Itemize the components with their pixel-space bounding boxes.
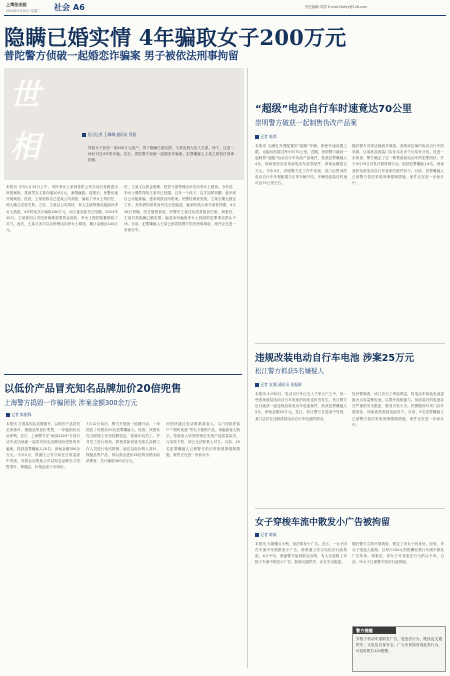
lead-art-block: [4, 68, 244, 180]
snack-column-1: 本报讯 为图赚点小利，违法散发小广告。近日，一女子因在车流中穿梭散发小广告，被黄浦公安分局依法行政拘留。4月中旬，黄浦警方接到群众反映，有人在道路上穿梭于车流中散发小广告，影响交通秩序，存在安全隐患。: [255, 542, 347, 565]
lead-intro: 得知女子获得一笔300万元遗产，男子隐瞒已婚实情，与其发展为恋人关系。终于，这是一场针对近4年的诈骗。近日，普陀警方侦破一起婚恋诈骗案，犯罪嫌疑人王某已被依法刑事拘留。: [88, 146, 234, 163]
police-tip-box: [352, 626, 446, 672]
police-tip-title: 警方提醒: [353, 627, 396, 634]
bike2-byline-text: 记者 宣湘 通讯员 张振辉: [260, 382, 302, 387]
bike1-byline-marker: [255, 135, 259, 139]
snack-byline-marker: [255, 533, 259, 537]
section-title: [54, 2, 85, 13]
ad-subhead: 上海警方捣毁一诈骗团伙 涉案金额300余万元: [4, 399, 138, 407]
bike1-kicker: “超级”电动自行车时速竟达70公里: [255, 104, 413, 115]
bike2-byline-marker: [255, 383, 259, 387]
lead-subhead: 普陀警方侦破一起婚恋诈骗案 男子被依法刑事拘留: [4, 50, 239, 62]
masthead-rule: [4, 15, 446, 16]
lead-column-2: 后，王某又以资金困难、投资亏损等理由多次向李女士借钱。今年初，李女士偶然得知王某早已结婚，且有一个孩子，这才如梦初醒，意识到自己可能被骗，遂来到派出所报案。民警经调查发现，王某长期无固定工作，其所谓的高管身份完全是编造，骗来的钱大部分被其挥霍。4月28日傍晚，经过缜密侦查，民警在王某住处将其抓获归案。到案后，王某对其隐瞒已婚实情、编造身份骗取李女士钱财的犯罪事实供认不讳。目前，犯罪嫌疑人王某已被普陀警方依法刑事拘留，案件正在进一步侦办中。: [124, 185, 236, 233]
editor-line: 责任编辑/ 陈思 E-mail:fzbfyy@126.com: [305, 5, 368, 9]
bike1-byline-text: 记者 陈铭: [260, 134, 277, 139]
ad-byline-marker: [6, 413, 10, 417]
page-number: A6: [73, 3, 85, 12]
bike2-column-2: 经民警调查，该门店为了牟取利益，将电动车原装电池更换为大容量锂电池，以提升续航能力。但改装后的电池存在严重的安全隐患，极易引发火灾。民警随即对该门店开展查处，现场查获改装电池若干。目前，5名犯罪嫌疑人已被警方依法采取刑事强制措施，案件正在进一步侦办中。: [352, 392, 444, 427]
ad-top-rule: [4, 374, 242, 375]
section-name: 社会: [54, 3, 70, 12]
ad-byline-text: 记者 陈振锋: [11, 412, 32, 417]
bike1-column-2: 随后警方对该店铺展开调查，查明该店铺内电动自行车的来源，目前涉及改装门店在本市多个区均有分布。经进一步侦查，警方确定了这一销售改装电动车的犯罪团伙，并于4月25日对其开展收网行动，抓获犯罪嫌疑人4名，现场查获伪改电动自行车及相关配件若干。目前，犯罪嫌疑人已被警方依法采取刑事强制措施，案件正在进一步侦办中。: [352, 144, 444, 185]
column-divider: [247, 68, 248, 668]
ad-kicker: 以低价产品冒充知名品牌加价20倍兜售: [4, 384, 182, 395]
snack-byline-text: 记者 陈鼓: [260, 532, 277, 537]
bike2-top-rule: [255, 343, 445, 344]
snack-kicker: 女子穿梭车流中散发小广告被拘留: [255, 518, 391, 528]
masthead: [0, 0, 450, 14]
bike2-column-1: 本报讯 4月30日，电动自行车已走入千家万户之中，但一些违规改装电动自行车电池的现象也时有发生。松江警方近日破获一起违规改装电动车电池案件，抓获犯罪嫌疑人5名，涉案金额25万元。近日，松江警方在巡查中发现，某门店存在违规改装电动自行车电池的情况。: [255, 392, 347, 421]
bike1-byline: [255, 134, 277, 140]
date-line: 2024年4月30日 星期二: [6, 9, 41, 13]
lead-byline: [82, 132, 136, 138]
lead-byline-marker: [82, 133, 86, 137]
ad-column-1: 本报讯 打着某知名品牌旗号，以低价产品冒充名贵茶叶、保健品等加价兜售，一诈骗团伙以此牟利。近日，上海警方在“砺剑2024”专项行动中成功侦破一起冒充知名品牌加价兜售的诈骗案，抓获犯罪嫌疑人20名，涉案金额300余万元。今年2月，青浦区公安分局在日常巡查中发现，有群众反映某公司以知名品牌名义兜售茶叶、保健品，价格远高于市场价。: [6, 422, 80, 470]
bike2-byline: [255, 382, 302, 388]
paper-name: 上海法治报: [6, 2, 27, 7]
ad-column-3: 该团伙通过电话联系被害人，以“回馈老客户”“限时优惠”等名义推销产品，诱骗被害人购买。待被害人收到货物后发现产品质量低劣、与宣传不符，却已无法联系上对方。目前，20名犯罪嫌疑人已被警方依法采取刑事强制措施，案件正在进一步侦办中。: [166, 422, 240, 457]
lead-byline-text: 见习记者 王琳琳 通讯员 蔡振: [87, 132, 137, 137]
lead-headline: 隐瞒已婚实情 4年骗取女子200万元: [4, 25, 347, 50]
bike1-column-1: 本报讯 当满足外观配置的“超级”车辆，即使车速设置上限，也能轻松超过每小时70公里。近期，崇明警方破获一起制售“超级”电动自行车伪改产品案件，抓获犯罪嫌疑人4名，现场查获各类伪改电动车及零配件，涉案金额超百万元。今年4月，崇明警方在工作中发现，某门店售卖的电动自行车外观配置与正常车辆不同，车辆经改装后时速可达70公里左右。: [255, 144, 347, 185]
lead-column-1: 本报讯 今年1月19日上午，市民李女士来到普陀公安分局长寿路派出所报案称，其被男友王某诈骗200万元，案情蹊跷。接报后，民警迅速开展调查。经查，王某谎称自己是某公司高管，骗取了李女士的信任，两人确立恋爱关系。之后，王某以公司周转、家人生病等理由陆续向李女士借款，4年时间共计骗取200万元，而王某实际早已结婚。2024年10月，王某称因公司经营困难需要资金周转，李女士便把积蓄借给了对方。此后，王某又多次以各种理由向李女士要钱，累计金额达140万元。: [6, 185, 118, 233]
snack-byline: [255, 532, 277, 538]
snack-column-2: 随后警方立即开展调查，锁定了该女子的身份。经查，该女子受他人雇佣，以每天100元的报酬在路口车流中散发广告传单。到案后，该女子对其违法行为供认不讳。目前，该女子已被警方依法行政拘留。: [352, 542, 444, 565]
ad-column-2: 7月12日前后，警方开展统一抓捕行动，一举抓获了该团伙20名犯罪嫌疑人。经查，该团伙在互联网上发布招聘信息，招募年轻员工，并对员工进行培训，教授其如何冒充知名品牌工作人员进行电话推销。他们以低价购入茶叶、保健品等产品，再以高出进价20倍的价格卖给消费者，共计骗取300余万元。: [86, 422, 160, 463]
snack-top-rule: [255, 508, 445, 509]
bike2-kicker: 违规改装电动自行车电池 涉案25万元: [255, 353, 415, 364]
bike2-subhead: 松江警方抓获5名嫌疑人: [255, 367, 325, 375]
police-tip-text: 穿梭于机动车道散发广告，是违法行为，既扰乱交通秩序，又危及自身安全。广大市民如发现此类行为，可及时拨打110报警。: [356, 637, 442, 654]
ad-byline: [6, 412, 31, 418]
lead-art-text: 世相: [10, 78, 40, 165]
bike1-subhead: 崇明警方破获一起制售伪改产品案: [255, 119, 357, 127]
